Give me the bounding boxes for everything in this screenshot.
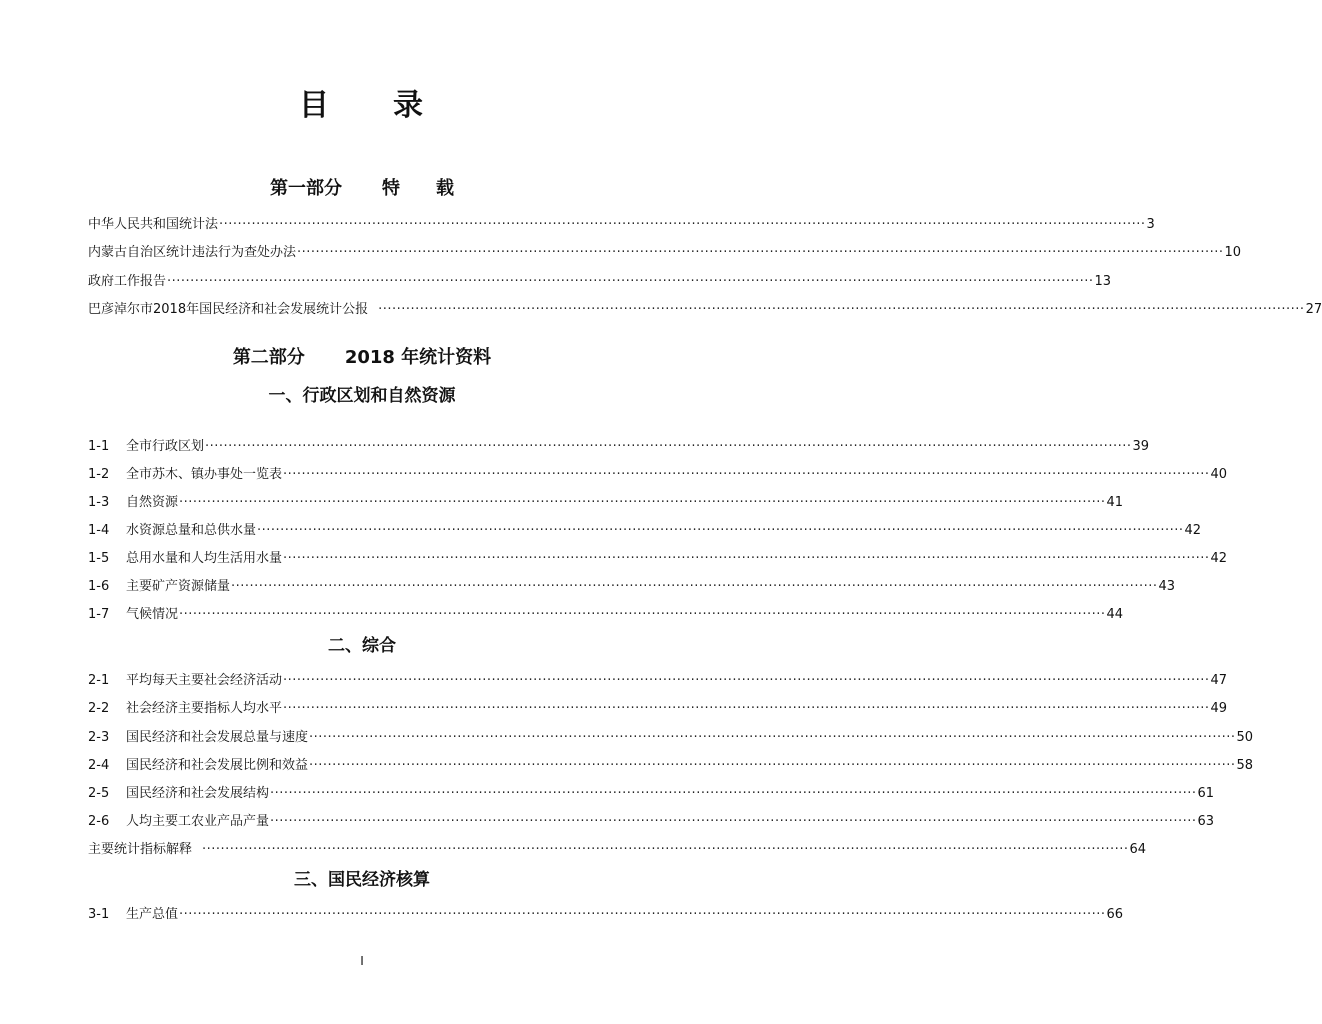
dot-leader: ········································································································································································································: [257, 523, 1184, 538]
part2-heading: 第二部分 2018 年统计资料: [232, 347, 492, 368]
toc-entry-1-3[interactable]: 1-3 自然资源 ········································································································································································································ 41: [88, 493, 638, 513]
dot-leader: ········································································································································································································: [270, 786, 1197, 801]
toc-entry-violation-measures[interactable]: 内蒙古自治区统计违法行为查处办法 ········································································································································································································ 10: [88, 243, 638, 263]
dot-leader: ········································································································································································································: [179, 607, 1106, 622]
toc-entry-2-4[interactable]: 2-4 国民经济和社会发展比例和效益 ········································································································································································································ 58: [88, 756, 638, 776]
toc-entry-indicator-explanations[interactable]: 主要统计指标解释 ········································································································································································································ 64: [88, 840, 638, 860]
section1-heading: 一、行政区划和自然资源: [268, 386, 456, 406]
dot-leader: ········································································································································································································: [205, 439, 1132, 454]
toc-entry-2-2[interactable]: 2-2 社会经济主要指标人均水平 ········································································································································································································ 49: [88, 699, 638, 719]
dot-leader: ········································································································································································································: [283, 551, 1210, 566]
toc-entry-1-6[interactable]: 1-6 主要矿产资源储量 ········································································································································································································ 43: [88, 577, 638, 597]
toc-entry-1-7[interactable]: 1-7 气候情况 ········································································································································································································ 44: [88, 605, 638, 625]
dot-leader: ········································································································································································································: [378, 302, 1305, 317]
toc-entry-2-6[interactable]: 2-6 人均主要工农业产品产量 ········································································································································································································ 63: [88, 812, 638, 832]
dot-leader: ········································································································································································································: [202, 842, 1129, 857]
dot-leader: ········································································································································································································: [309, 730, 1236, 745]
dot-leader: ········································································································································································································: [297, 245, 1224, 260]
part1-heading: 第一部分 特 载: [270, 178, 454, 199]
toc-entry-statistics-law[interactable]: 中华人民共和国统计法 ········································································································································································································ 3: [88, 215, 638, 235]
dot-leader: ········································································································································································································: [309, 758, 1236, 773]
toc-entry-statistical-bulletin[interactable]: 巴彦淖尔市2018年国民经济和社会发展统计公报 ········································································································································································································ 27: [88, 300, 638, 320]
toc-entry-1-5[interactable]: 1-5 总用水量和人均生活用水量 ········································································································································································································ 42: [88, 549, 638, 569]
page-number: I: [360, 954, 364, 968]
dot-leader: ········································································································································································································: [167, 274, 1094, 289]
dot-leader: ········································································································································································································: [179, 907, 1106, 922]
toc-entry-1-4[interactable]: 1-4 水资源总量和总供水量 ········································································································································································································ 42: [88, 521, 638, 541]
page-title: 目 录: [299, 88, 425, 123]
toc-entry-3-1[interactable]: 3-1 生产总值 ········································································································································································································ 66: [88, 905, 638, 925]
toc-entry-2-3[interactable]: 2-3 国民经济和社会发展总量与速度 ········································································································································································································ 50: [88, 728, 638, 748]
dot-leader: ········································································································································································································: [270, 814, 1197, 829]
dot-leader: ········································································································································································································: [219, 217, 1146, 232]
dot-leader: ········································································································································································································: [231, 579, 1158, 594]
dot-leader: ········································································································································································································: [283, 673, 1210, 688]
section3-heading: 三、国民经济核算: [294, 870, 430, 890]
toc-entry-2-1[interactable]: 2-1 平均每天主要社会经济活动 ········································································································································································································ 47: [88, 671, 638, 691]
dot-leader: ········································································································································································································: [283, 701, 1210, 716]
dot-leader: ········································································································································································································: [179, 495, 1106, 510]
toc-entry-1-1[interactable]: 1-1 全市行政区划 ········································································································································································································ 39: [88, 437, 638, 457]
toc-entry-1-2[interactable]: 1-2 全市苏木、镇办事处一览表 ········································································································································································································ 40: [88, 465, 638, 485]
dot-leader: ········································································································································································································: [283, 467, 1210, 482]
section2-heading: 二、综合: [328, 636, 396, 656]
toc-entry-2-5[interactable]: 2-5 国民经济和社会发展结构 ········································································································································································································ 61: [88, 784, 638, 804]
toc-entry-government-report[interactable]: 政府工作报告 ········································································································································································································ 13: [88, 272, 638, 292]
